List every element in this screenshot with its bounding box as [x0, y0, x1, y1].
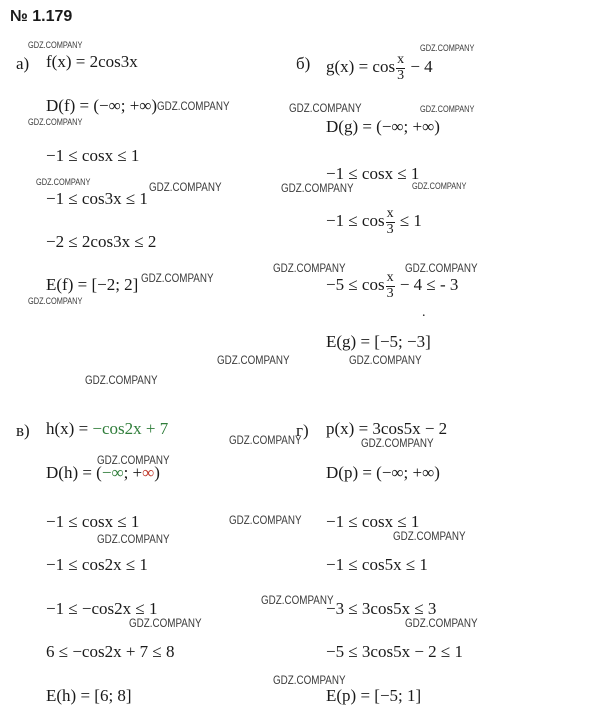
- part-b-step-2: −1 ≤ cos $\frac{x}{3}$ ≤ 1: [326, 206, 422, 237]
- watermark: GDZ.COMPANY: [349, 353, 422, 367]
- part-v-function: h(x) = −cos2x + 7: [46, 419, 169, 438]
- watermark: GDZ.COMPANY: [273, 261, 346, 275]
- watermark: GDZ.COMPANY: [273, 673, 346, 687]
- watermark: GDZ.COMPANY: [97, 532, 170, 546]
- watermark: GDZ.COMPANY: [129, 616, 202, 630]
- watermark: GDZ.COMPANY: [28, 117, 83, 127]
- watermark: GDZ.COMPANY: [217, 353, 290, 367]
- part-a-step-1: −1 ≤ cosx ≤ 1: [46, 146, 140, 165]
- part-v-step-3: −1 ≤ −cos2x ≤ 1: [46, 599, 158, 618]
- part-a-label: а): [16, 54, 30, 73]
- watermark: GDZ.COMPANY: [405, 261, 478, 275]
- watermark: GDZ.COMPANY: [141, 271, 214, 285]
- part-a-domain: D(f) = (−∞; +∞): [46, 96, 158, 115]
- watermark: GDZ.COMPANY: [393, 529, 466, 543]
- part-v-domain: D(h) = (−∞; +∞): [46, 463, 160, 482]
- part-v-label: в): [16, 421, 30, 440]
- part-b-function: g(x) = cos $\frac{x}{3}$ − 4: [326, 52, 433, 83]
- part-v-range: E(h) = [6; 8]: [46, 686, 132, 705]
- part-b-domain: D(g) = (−∞; +∞): [326, 117, 440, 136]
- fraction-x-over-3: $\frac{x}{3}$: [397, 52, 405, 83]
- fraction-x-over-3: $\frac{x}{3}$: [386, 206, 394, 237]
- part-v-step-2: −1 ≤ cos2x ≤ 1: [46, 555, 148, 574]
- watermark: GDZ.COMPANY: [281, 181, 354, 195]
- part-g-step-3: −3 ≤ 3cos5x ≤ 3: [326, 599, 437, 618]
- watermark: GDZ.COMPANY: [361, 436, 434, 450]
- watermark: GDZ.COMPANY: [420, 43, 475, 53]
- part-g-step-2: −1 ≤ cos5x ≤ 1: [326, 555, 428, 574]
- part-a-step-3: −2 ≤ 2cos3x ≤ 2: [46, 232, 157, 251]
- part-v-step-1: −1 ≤ cosx ≤ 1: [46, 512, 140, 531]
- part-g-step-1: −1 ≤ cosx ≤ 1: [326, 512, 420, 531]
- part-g-function: p(x) = 3cos5x − 2: [326, 419, 448, 438]
- watermark: GDZ.COMPANY: [229, 513, 302, 527]
- part-b-range: E(g) = [−5; −3]: [326, 332, 431, 351]
- stray-dot: .: [422, 305, 426, 320]
- part-g-step-4: −5 ≤ 3cos5x − 2 ≤ 1: [326, 642, 463, 661]
- part-b-step-1: −1 ≤ cosx ≤ 1: [326, 164, 420, 183]
- watermark: GDZ.COMPANY: [36, 177, 91, 187]
- watermark: GDZ.COMPANY: [229, 433, 302, 447]
- part-a-range: E(f) = [−2; 2]: [46, 275, 139, 294]
- watermark: GDZ.COMPANY: [28, 40, 83, 50]
- fraction-x-over-3: $\frac{x}{3}$: [386, 270, 394, 301]
- part-v-step-4: 6 ≤ −cos2x + 7 ≤ 8: [46, 642, 175, 661]
- watermark: GDZ.COMPANY: [157, 99, 230, 113]
- part-b-step-3: −5 ≤ cos $\frac{x}{3}$ − 4 ≤ - 3: [326, 270, 459, 301]
- watermark: GDZ.COMPANY: [149, 180, 222, 194]
- problem-number: № 1.179: [10, 8, 73, 25]
- watermark: GDZ.COMPANY: [412, 181, 467, 191]
- watermark: GDZ.COMPANY: [261, 593, 334, 607]
- watermark: GDZ.COMPANY: [289, 101, 362, 115]
- part-g-range: E(p) = [−5; 1]: [326, 686, 422, 705]
- watermark: GDZ.COMPANY: [97, 453, 170, 467]
- watermark: GDZ.COMPANY: [405, 616, 478, 630]
- watermark: GDZ.COMPANY: [28, 296, 83, 306]
- part-a-step-2: −1 ≤ cos3x ≤ 1: [46, 189, 148, 208]
- part-g-label: г): [296, 421, 309, 440]
- watermark: GDZ.COMPANY: [85, 373, 158, 387]
- part-a-function: f(x) = 2cos3x: [46, 52, 138, 71]
- part-g-domain: D(p) = (−∞; +∞): [326, 463, 440, 482]
- part-b-label: б): [296, 54, 311, 73]
- watermark: GDZ.COMPANY: [420, 104, 475, 114]
